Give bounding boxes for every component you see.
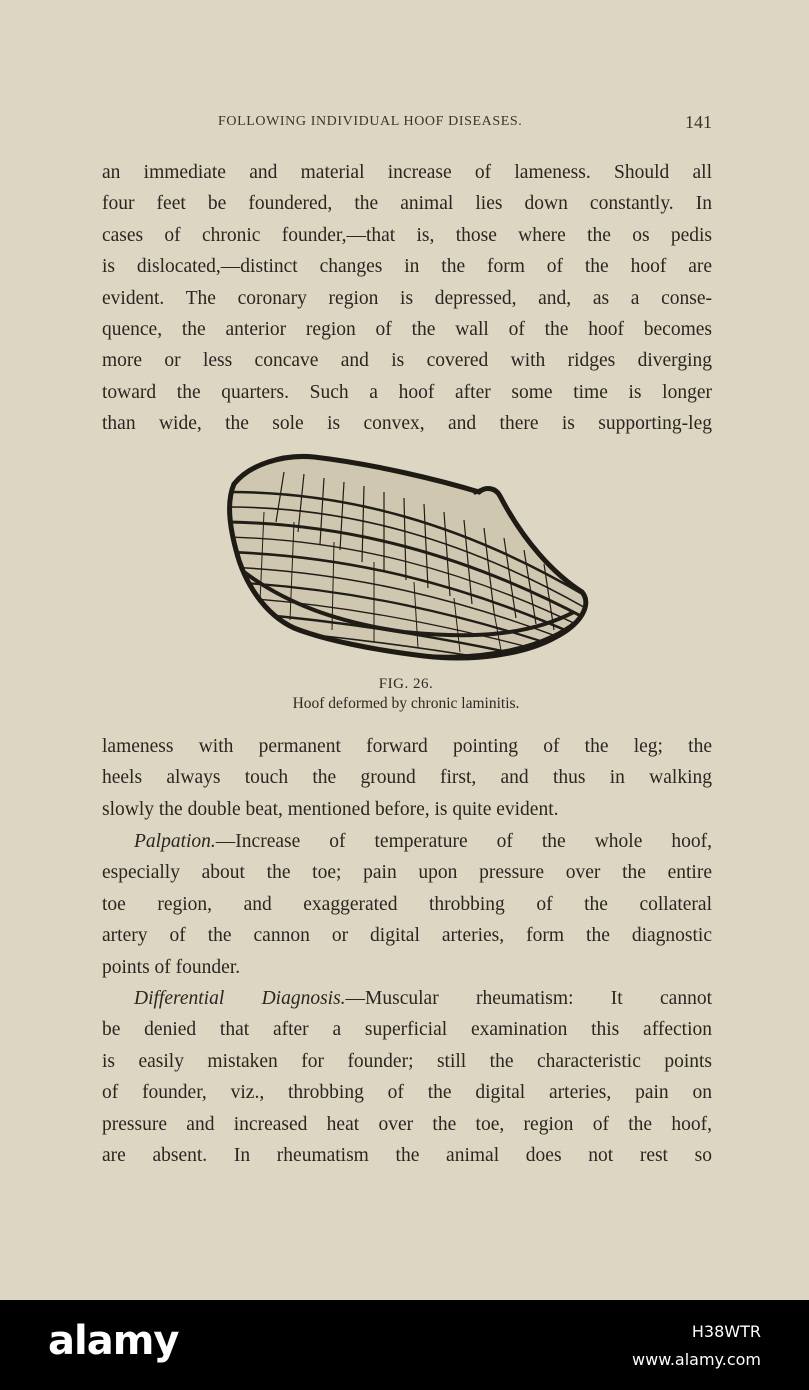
image-id: H38WTR xyxy=(691,1322,761,1341)
text-line: points of founder. xyxy=(102,956,241,978)
page-header xyxy=(100,112,712,134)
text-line: especially about the toe; pain upon pressure over the entire xyxy=(102,862,712,884)
page-number: 141 xyxy=(685,112,712,132)
body-text-top xyxy=(102,157,712,440)
differential-paragraph xyxy=(102,983,712,1171)
text-line: heels always touch the ground first, and thus in walking xyxy=(102,767,712,789)
text-span: —Muscular rheumatism: It cannot xyxy=(345,988,712,1009)
alamy-logo: alamy xyxy=(48,1318,179,1364)
body-text-mid xyxy=(102,731,712,825)
text-line: toward the quarters. Such a hoof after some time is longer xyxy=(102,381,712,403)
text-line: an immediate and material increase of lameness. Should all xyxy=(102,162,712,183)
figure-label: FIG. 26. xyxy=(378,676,434,692)
palpation-paragraph xyxy=(102,826,712,983)
text-line: of founder, viz., throbbing of the digital arteries, pain on xyxy=(102,1082,712,1104)
text-line: quence, the anterior region of the wall of the hoof becomes xyxy=(102,318,712,340)
site-url: www.alamy.com xyxy=(632,1350,761,1369)
text-line: cases of chronic founder,—that is, those where the os pedis xyxy=(102,224,712,246)
text-span: —Increase of temperature of the whole hoof, xyxy=(215,831,712,852)
running-head: FOLLOWING INDIVIDUAL HOOF DISEASES. xyxy=(218,114,523,129)
text-line: pressure and increased heat over the toe, region of the hoof, xyxy=(102,1113,712,1135)
figure-caption: Hoof deformed by chronic laminitis. xyxy=(292,695,520,712)
palpation-heading: Palpation. xyxy=(134,831,216,852)
text-line: lameness with permanent forward pointing of the leg; the xyxy=(102,736,712,757)
text-line: four feet be foundered, the animal lies down constantly. In xyxy=(102,193,712,215)
text-line: than wide, the sole is convex, and there is supporting-leg xyxy=(102,413,712,435)
text-line: evident. The coronary region is depressed, and, as a conse- xyxy=(102,287,712,309)
text-line: artery of the cannon or digital arteries, form the diagnostic xyxy=(102,925,712,947)
text-line xyxy=(102,983,712,1014)
text-line: toe region, and exaggerated throbbing of the collateral xyxy=(102,893,712,915)
text-line: is dislocated,—distinct changes in the form of the hoof are xyxy=(102,256,712,278)
text-line: be denied that after a superficial examination this affection xyxy=(102,1019,712,1041)
text-line: are absent. In rheumatism the animal does not rest so xyxy=(102,1144,712,1166)
hoof-illustration xyxy=(224,452,594,667)
text-line: is easily mistaken for founder; still the characteristic points xyxy=(102,1050,712,1072)
watermark-bar xyxy=(0,1300,809,1390)
text-line: slowly the double beat, mentioned before, is quite evident. xyxy=(102,798,559,820)
text-line: more or less concave and is covered with ridges diverging xyxy=(102,350,712,372)
text-line xyxy=(102,826,712,857)
differential-heading: Differential Diagnosis. xyxy=(134,988,346,1009)
